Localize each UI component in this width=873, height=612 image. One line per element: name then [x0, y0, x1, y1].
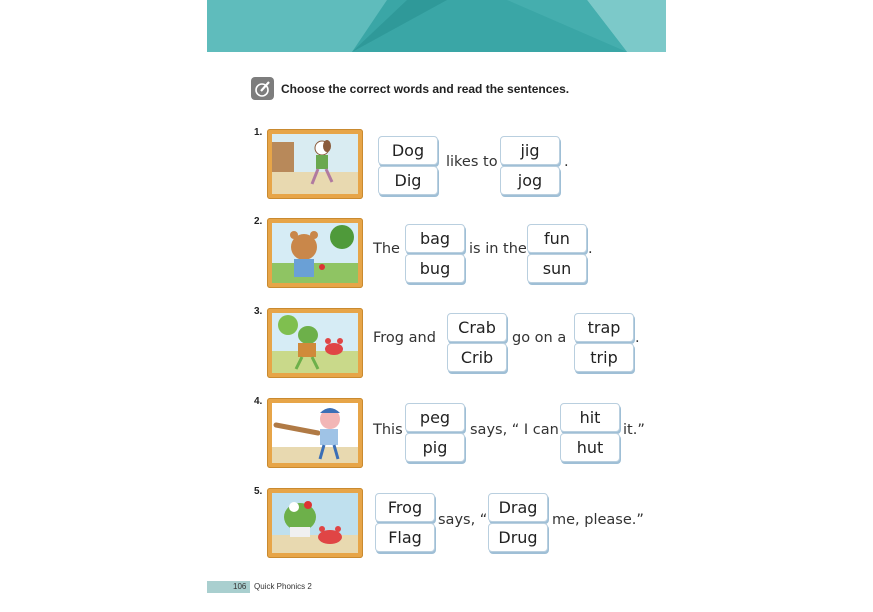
pencil-icon: [251, 77, 274, 100]
exercise-number: 3.: [254, 306, 263, 317]
sentence-text: .: [635, 330, 640, 346]
option-trip[interactable]: trip: [574, 343, 634, 372]
exercise-1: [0, 127, 873, 199]
exercise-number: 2.: [254, 216, 263, 227]
sentence-text: .: [588, 241, 593, 257]
instruction: [251, 77, 569, 100]
instruction-text: Choose the correct words and read the sentences.: [281, 81, 570, 96]
option-crib[interactable]: Crib: [447, 343, 507, 372]
option-sun[interactable]: sun: [527, 254, 587, 283]
sentence-text: likes to: [446, 154, 498, 170]
option-dog[interactable]: Dog: [378, 136, 438, 165]
exercise-5: [0, 486, 873, 558]
frog-pulling-crab-illustration: [267, 488, 363, 558]
sentence-text: says, “ I can: [470, 422, 559, 438]
option-flag[interactable]: Flag: [375, 523, 435, 552]
option-bag[interactable]: bag: [405, 224, 465, 253]
option-frog[interactable]: Frog: [375, 493, 435, 522]
sentence-text: go on a: [512, 330, 567, 346]
option-hit[interactable]: hit: [560, 403, 620, 432]
page-number: 106: [233, 582, 247, 591]
option-hut[interactable]: hut: [560, 433, 620, 462]
exercise-number: 4.: [254, 396, 263, 407]
pig-with-bat-illustration: [267, 398, 363, 468]
option-fun[interactable]: fun: [527, 224, 587, 253]
sentence-text: me, please.”: [552, 512, 644, 528]
exercise-2: [0, 216, 873, 288]
sentence-text: is in the: [469, 241, 527, 257]
option-pig[interactable]: pig: [405, 433, 465, 462]
option-jog[interactable]: jog: [500, 166, 560, 195]
exercise-3: [0, 306, 873, 378]
exercise-number: 5.: [254, 486, 263, 497]
sentence-text: Frog and: [373, 330, 436, 346]
option-drag[interactable]: Drag: [488, 493, 548, 522]
exercise-4: [0, 396, 873, 468]
sentence-text: it.”: [623, 422, 645, 438]
header-banner: [207, 0, 666, 52]
dog-jogging-illustration: [267, 129, 363, 199]
option-peg[interactable]: peg: [405, 403, 465, 432]
option-jig[interactable]: jig: [500, 136, 560, 165]
option-bug[interactable]: bug: [405, 254, 465, 283]
option-trap[interactable]: trap: [574, 313, 634, 342]
book-title: Quick Phonics 2: [254, 582, 312, 591]
option-drug[interactable]: Drug: [488, 523, 548, 552]
option-crab[interactable]: Crab: [447, 313, 507, 342]
sentence-text: This: [373, 422, 403, 438]
option-dig[interactable]: Dig: [378, 166, 438, 195]
sentence-text: The: [373, 241, 400, 257]
frog-and-crab-illustration: [267, 308, 363, 378]
sentence-text: says, “: [438, 512, 488, 528]
bear-with-bug-illustration: [267, 218, 363, 288]
sentence-text: .: [564, 154, 569, 170]
exercise-number: 1.: [254, 127, 263, 138]
